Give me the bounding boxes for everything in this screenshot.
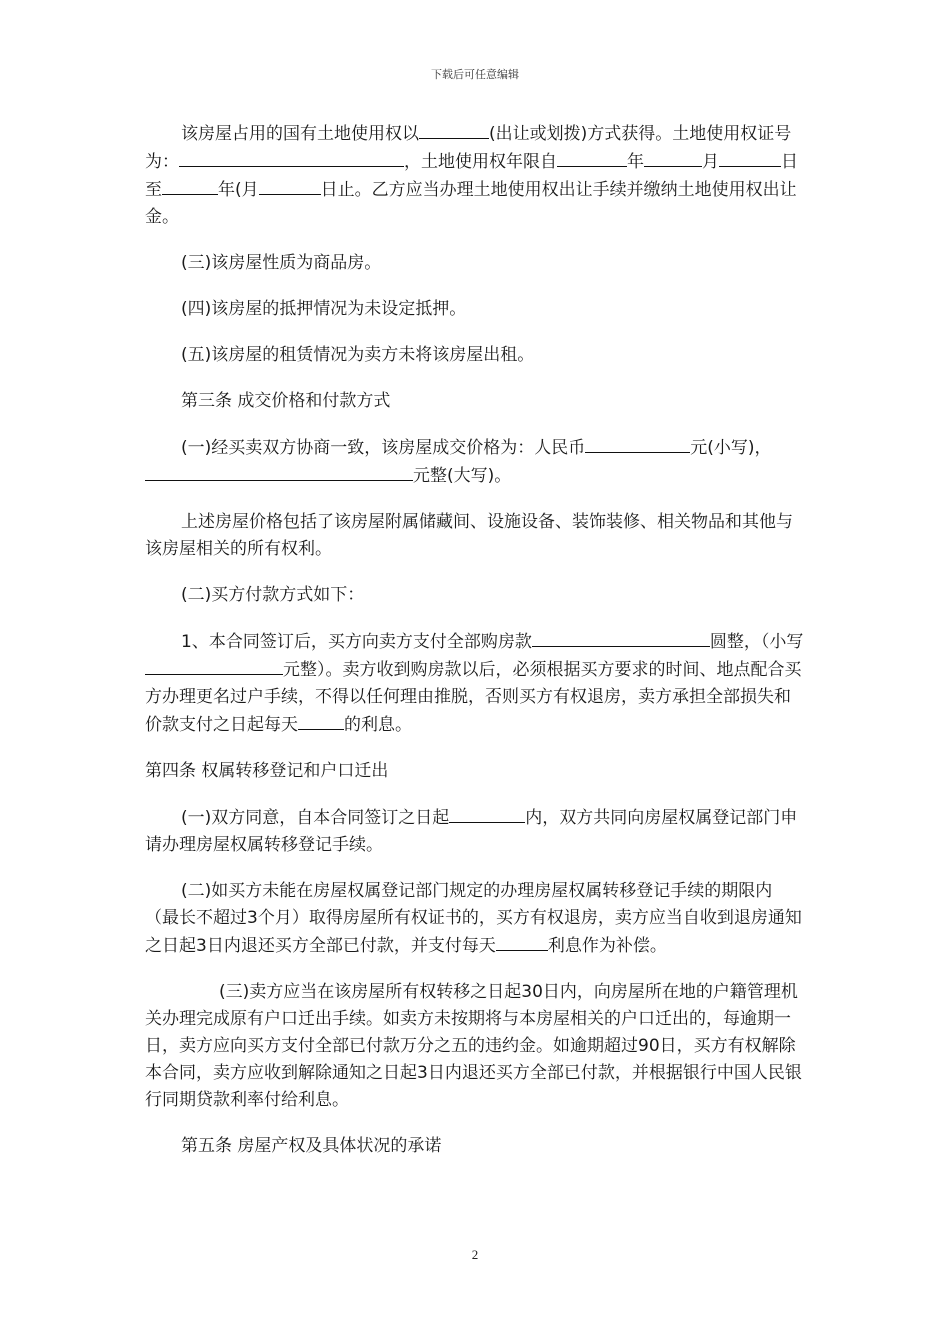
text-segment: 月 xyxy=(702,152,719,172)
page-number: 2 xyxy=(471,1247,479,1262)
text-segment: 元(小写)， xyxy=(690,438,772,458)
paragraph-household-registration: (三)卖方应当在该房屋所有权转移之日起30日内，向房屋所在地的户籍管理机关办理完成原有户口迁出手续。如卖方未按期将与本房屋相关的户口迁出的，每逾期一日，卖方应向买方支付全部已付款万分之五的违约金。如逾期超过90日，买方有权解除本合同，卖方应收到解除通知之日起3日内退还买方全部已付款，并根据银行中国人民银行同期贷款利率付给利息。 xyxy=(145,982,802,1110)
section-heading-price-payment: 第三条 成交价格和付款方式 xyxy=(181,391,391,411)
text-segment: 年 xyxy=(627,152,644,172)
document-body xyxy=(145,120,805,1179)
blank-field xyxy=(259,176,321,195)
text-segment: (出让或划拨)方式获得。土地使用权证号为： xyxy=(145,124,792,172)
text-segment: 日至 xyxy=(145,152,798,200)
blank-field xyxy=(496,932,548,951)
text-segment: (二)如买方未能在房屋权属登记部门规定的办理房屋权属转移登记手续的期限内（最长不超过3个月）取得房屋所有权证书的，买方有权退房，卖方应当自收到退房通知之日起3日内退还买方全部已付款，并支付每天 xyxy=(145,881,802,956)
paragraph-full-payment xyxy=(145,628,805,739)
blank-field xyxy=(644,148,686,167)
paragraph-price-inclusions: 上述房屋价格包括了该房屋附属储藏间、设施设备、装饰装修、相关物品和其他与该房屋相关的所有权利。 xyxy=(145,512,793,559)
text-segment: (一)双方同意，自本合同签订之日起 xyxy=(181,808,450,828)
blank-field xyxy=(145,462,413,481)
blank-field xyxy=(179,148,404,167)
paragraph-refund-terms xyxy=(145,878,805,960)
text-segment: (一)经买卖双方协商一致，该房屋成交价格为：人民币 xyxy=(181,438,586,458)
paragraph-lease-status: (五)该房屋的租赁情况为卖方未将该房屋出租。 xyxy=(181,345,535,365)
text-segment: 1、本合同签订后，买方向卖方支付全部购房款 xyxy=(181,632,532,652)
blank-field xyxy=(162,176,218,195)
text-segment: 的利息。 xyxy=(344,715,412,735)
section-heading-transfer-registration: 第四条 权属转移登记和户口迁出 xyxy=(145,761,389,781)
paragraph-mortgage-status: (四)该房屋的抵押情况为未设定抵押。 xyxy=(181,299,467,319)
blank-field xyxy=(449,804,525,823)
blank-field xyxy=(585,434,690,453)
blank-field xyxy=(557,148,627,167)
blank-field xyxy=(686,148,702,167)
text-segment: 利息作为补偿。 xyxy=(547,936,667,956)
blank-field xyxy=(532,628,710,647)
section-heading-property-commitment: 第五条 房屋产权及具体状况的承诺 xyxy=(181,1136,442,1156)
text-segment: 元整(大写)。 xyxy=(413,466,512,486)
paragraph-property-nature: (三)该房屋性质为商品房。 xyxy=(181,253,382,273)
text-segment: 该房屋占用的国有土地使用权以 xyxy=(181,124,419,144)
blank-field xyxy=(719,148,781,167)
paragraph-land-use-rights xyxy=(145,120,805,231)
paragraph-joint-application xyxy=(145,804,805,859)
blank-field xyxy=(419,120,489,139)
text-segment: 内，双方共同向房屋权属登记部门申请办理房屋权属转移登记手续。 xyxy=(145,808,798,855)
text-segment: 元整）。卖方收到购房款以后，必须根据买方要求的时间、地点配合买方办理更名过户手续，不得以任何理由推脱，否则买方有权退房，卖方承担全部损失和价款支付之日起每天 xyxy=(145,660,802,735)
text-segment: ，土地使用权年限自 xyxy=(404,152,557,172)
blank-field xyxy=(145,656,283,675)
text-segment: 圆整，（小写 xyxy=(709,632,804,652)
blank-field xyxy=(298,711,344,730)
paragraph-transaction-price xyxy=(145,434,805,490)
text-segment: 年(月 xyxy=(218,180,259,200)
text-segment: 日止。乙方应当办理土地使用权出让手续并缴纳土地使用权出让金。 xyxy=(145,180,797,227)
paragraph-payment-method: (二)买方付款方式如下： xyxy=(181,585,365,605)
page-header: 下载后可任意编辑 xyxy=(431,68,519,81)
